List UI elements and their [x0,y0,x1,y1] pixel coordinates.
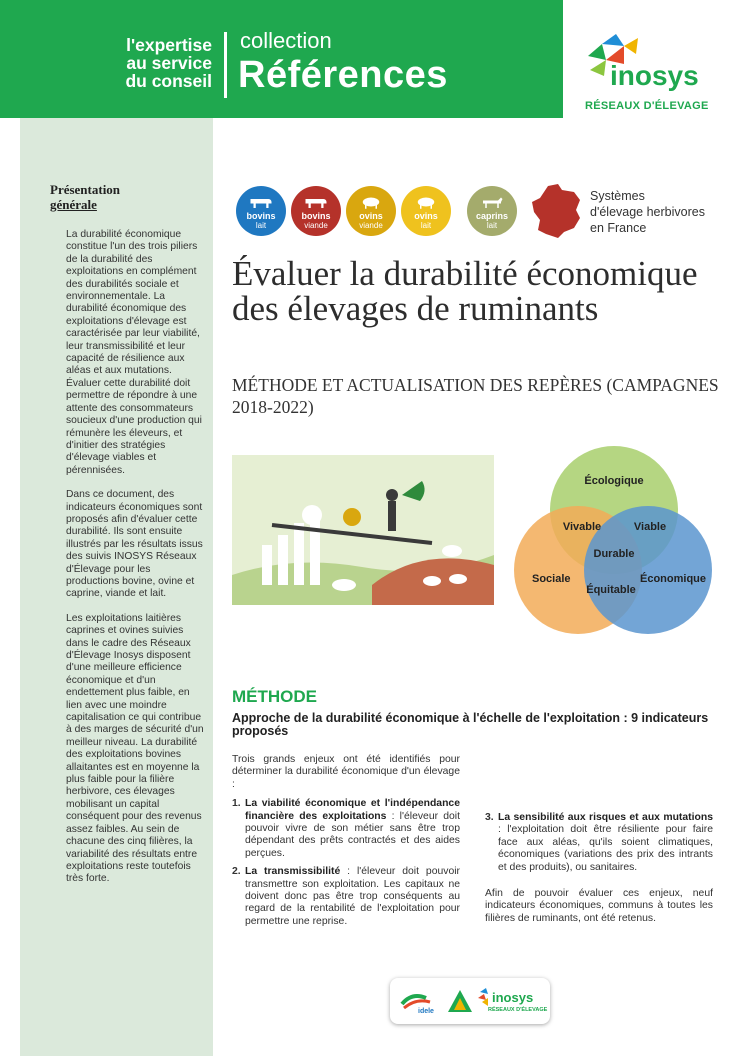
cow-icon [301,192,331,212]
tagline-line: l'expertise [126,35,212,55]
inosys-logo-text: inosys [610,60,699,91]
page-subtitle: MÉTHODE ET ACTUALISATION DES REPÈRES (CAMPAGNES 2018-2022) [232,375,719,417]
systemes-line: Systèmes [590,189,645,203]
svg-text:idele: idele [418,1008,434,1014]
systemes-line: d'élevage herbivores [590,205,705,219]
sheep-icon [356,192,386,212]
economy-illustration [232,455,494,605]
page-title: Évaluer la durabilité économique des élevages de ruminants [232,254,698,328]
list-item: 1. La viabilité économique et l'indépendance financière des exploitations : l'éleveur doit pouvoir vivre de son métier sans être trop dépendant des prêts contractés et des aides perçues. [232,798,460,859]
enjeux-list [232,798,460,928]
inosys-footer-icon [478,988,492,1008]
venn-label: Écologique [584,475,644,487]
sidebar-paragraph: Les exploitations laitières caprines et ovines suivies dans le cadre des Réseaux d'Élevage Inosys disposent d'une meilleure efficience économique et d'un endettement plus faible, en lien avec une moindre capitalisation ce qui contribue à des marges de sécurité d'un meilleur niveau. La durabilité des exploitations bovines allaitantes est en moyenne la plus faible pour la filière herbivore, ces élevages mobilisant un capital conséquent pour des revenus assez faibles. Au sein de chacune des cinq filières, la variabilité des résultats entre exploitations reste toutefois très forte. [66,612,204,885]
chambre-agriculture-logo-icon [446,988,474,1016]
header-divider [224,32,227,98]
badge-bovins-lait: bovins lait [236,186,286,236]
venn-label: Viable [633,521,667,533]
sidebar-paragraph: Dans ce document, des indicateurs économiques sont proposés afin d'évaluer cette durabilité. Ils sont ensuite illustrés par les résultats issus des suivis INOSYS Réseaux d'Élevage pour les productions bovine, ovine et caprine, viande et lait. [66,489,203,600]
badge-caprins-lait: caprins lait [467,186,517,236]
enjeux-list [485,812,713,874]
footer-inosys-text: inosys [492,990,534,1005]
venn-diagram [506,440,716,640]
venn-label: Sociale [532,573,571,585]
sidebar-paragraph: La durabilité économique constitue l'un des trois piliers de la durabilité des exploitations en complément des durabilités sociale et environnementale. La durabilité économique des exploitations d'élevage est caractérisée par leur viabilité, leur transmissibilité et leur capacité de résilience aux aléas et aux mutations. Évaluer cette durabilité doit permettre de répondre à une attente des consommateurs soucieux d'une production qui rémunère les éleveurs, et d'initier des stratégies d'élevage viables et pérennisées. [66,229,202,476]
systemes-line: en France [590,221,647,235]
section-heading: MÉTHODE [232,687,317,706]
section-subheading: Approche de la durabilité économique à l'échelle de l'exploitation : 9 indicateurs proposés [232,711,709,738]
badge-ovins-lait: ovins lait [401,186,451,236]
collection-name: Références [238,54,448,96]
venn-label: Économique [640,573,707,585]
list-item: 2. La transmissibilité : l'éleveur doit pouvoir transmettre son exploitation. Les capitaux ne doivent donc pas être trop conséquents au regard de la rentabilité de l'exploitation pour permettre une reprise. [232,866,460,927]
text-column-left [232,754,460,934]
tagline-line: au service [126,53,212,73]
conclusion-paragraph: Afin de pouvoir évaluer ces enjeux, neuf indicateurs économiques, communs à toutes les filières de ruminants, ont été retenus. [485,888,713,924]
tagline [64,36,212,90]
inosys-logo-subtitle: RÉSEAUX D'ÉLEVAGE [585,100,709,112]
sidebar-title-line: Présentation [50,182,121,197]
france-map-icon [528,182,586,240]
list-item: 3. La sensibilité aux risques et aux mutations : l'exploitation doit être résiliente pour faire face aux aléas, qu'ils soient climatiques, économiques (variations des prix des intrants et des produits), ou sanitaires. [485,812,713,873]
goat-icon [477,192,507,212]
venn-label: Vivable [562,521,602,533]
intro-paragraph: Trois grands enjeux ont été identifiés pour déterminer la durabilité économique d'un élevage : [232,754,460,790]
idele-logo-icon [400,990,436,1014]
text-column-right [485,812,713,932]
tagline-line: du conseil [125,71,212,91]
sheep-icon [411,192,441,212]
venn-label: Durable [593,548,635,560]
sidebar-title [50,182,120,212]
systemes-label [590,188,705,236]
venn-label: Équitable [586,584,636,596]
sidebar-title-line: générale [50,197,97,212]
collection-label: collection [240,28,332,53]
cow-icon [246,192,276,212]
badge-bovins-viande: bovins viande [291,186,341,236]
sidebar-text [66,229,206,898]
footer-inosys-subtitle: RÉSEAUX D'ÉLEVAGE [488,1007,548,1013]
badge-ovins-viande: ovins viande [346,186,396,236]
